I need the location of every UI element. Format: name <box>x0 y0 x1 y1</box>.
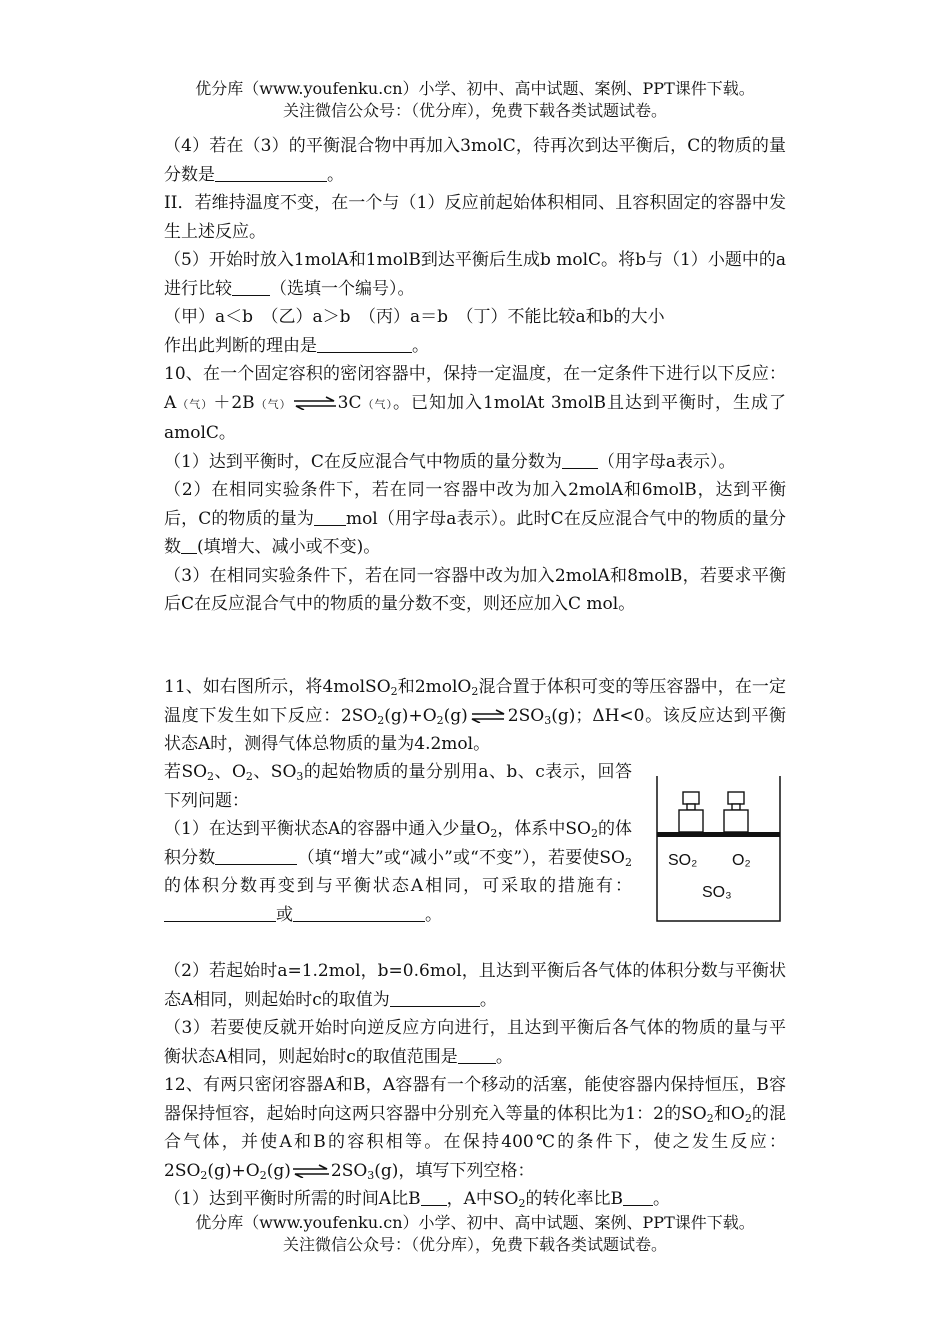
header-line-2: 关注微信公众号：（优分库），免费下载各类试题试卷。 <box>282 101 667 120</box>
answer-blank[interactable] <box>367 903 425 922</box>
question-10 <box>164 360 786 619</box>
question-11-parts <box>164 758 632 929</box>
gas-label: （气） <box>254 397 292 411</box>
q12-text: 的转化率比B <box>525 1189 623 1209</box>
q10-p3: （3）在相同实验条件下，若在同一容器中改为加入2molA和8molB，若要求平衡后C在反应混合气中的物质的量分数不变，则还应加入C mol。 <box>164 565 786 614</box>
footer-line-2: 关注微信公众号：（优分库），免费下载各类试题试卷。 <box>282 1235 667 1254</box>
q12-text: 。 <box>652 1189 670 1209</box>
q10-p2-b: mol（用字母a表示）。此时C在反应混合气中的物质的量分数 <box>164 508 786 557</box>
label-o2: O₂ <box>732 852 751 869</box>
subscript: 3 <box>544 713 552 727</box>
q11-text: 。 <box>495 1046 513 1067</box>
equilibrium-arrow-icon <box>291 1164 331 1178</box>
container-diagram <box>656 776 781 922</box>
footer-line-1: 优分库（www.youfenku.cn）小学、初中、高中试题、案例、PPT课件下载。 <box>195 1213 755 1232</box>
answer-blank[interactable] <box>215 163 327 182</box>
q12-text: (g) <box>266 1160 291 1181</box>
q12-text: ，A中SO <box>446 1189 519 1209</box>
q11-text: （1）在达到平衡状态A的容器中通入少量O <box>164 819 491 839</box>
q11-text: 和2molO <box>397 677 472 697</box>
subscript: 2 <box>471 685 479 698</box>
q10-p2-c: (填增大、减小或不变)。 <box>197 537 381 557</box>
answer-blank[interactable] <box>390 988 480 1007</box>
page-header <box>0 78 950 122</box>
equilibrium-arrow-icon <box>292 396 338 410</box>
gas-label: （气） <box>176 397 214 411</box>
q11-text: 2SO <box>507 705 545 726</box>
subscript: 2 <box>436 713 444 727</box>
equilibrium-arrow-icon <box>468 709 508 723</box>
q5-reason: 作出此判断的理由是 <box>164 335 317 356</box>
answer-blank[interactable] <box>458 1045 496 1064</box>
q11-text: 的体积分数再变到与平衡状态A相同，可采取的措施有： <box>164 876 632 896</box>
subscript: 3 <box>367 1168 375 1182</box>
q11-text: (g)；ΔH<0。该反应达到平衡状态A时，测得气体总物质的量为4.2mol。 <box>164 705 787 754</box>
q11-text: ，体系中SO <box>497 819 591 839</box>
q12-text: 的混合气体，并使A和B的容积相等。在保持400℃的条件下，使之发生反应：2SO <box>164 1103 787 1181</box>
q11-text: （填“增大”或“减小”或“不变”），若要使SO <box>297 847 625 868</box>
subscript: 2 <box>207 770 215 783</box>
q11-text: 、O <box>214 762 246 782</box>
answer-blank[interactable] <box>562 450 598 469</box>
label-so3: SO₃ <box>702 884 732 901</box>
q10-p2-a: （2）在相同实验条件下，若在同一容器中改为加入2molA和6molB，达到平衡后，C的物质的量为 <box>164 480 786 529</box>
q5-text: （5）开始时放入1molA和1molB到达平衡后生成b molC。将b与（1）小题中的a进行比较 <box>164 250 786 299</box>
subscript: 2 <box>490 827 498 840</box>
answer-blank[interactable] <box>317 334 412 353</box>
weight-right <box>724 792 748 832</box>
q5-after: （选填一个编号）。 <box>270 278 415 299</box>
subscript: 2 <box>245 770 253 783</box>
q10-intro-a: 10、在一个固定容积的密闭容器中，保持一定温度，在一定条件下进行以下反应：A <box>164 364 786 413</box>
q11-text: 的起始物质的量分别用a、b、c表示，回答下列问题： <box>164 762 632 811</box>
q5-reason-end: 。 <box>412 335 429 356</box>
answer-blank[interactable] <box>623 1187 653 1206</box>
q11-text: 的体积分数 <box>164 819 632 868</box>
part-ii <box>164 189 786 246</box>
q11-text: (g) <box>443 705 468 726</box>
q12-text: 和O <box>713 1103 745 1124</box>
subscript: 3 <box>296 770 304 783</box>
q12-text: （1）达到平衡时所需的时间A比B <box>164 1189 421 1209</box>
subscript: 2 <box>625 855 632 869</box>
question-12 <box>164 1071 786 1214</box>
subscript: 2 <box>377 713 385 727</box>
answer-blank[interactable] <box>314 507 346 526</box>
answer-blank[interactable] <box>215 846 297 865</box>
question-4 <box>164 132 786 189</box>
q11-text: 若SO <box>164 762 208 782</box>
q12-text: (g)+O <box>207 1160 260 1181</box>
q4-end: 。 <box>327 164 344 185</box>
answer-blank[interactable] <box>164 903 276 922</box>
q10-p1-a: （1）达到平衡时，C在反应混合气中物质的量分数为 <box>164 451 562 472</box>
answer-blank[interactable] <box>232 277 270 296</box>
answer-blank[interactable] <box>421 1187 447 1206</box>
piston <box>657 832 780 837</box>
q11-text: 。 <box>479 989 497 1010</box>
q10-p1-b: （用字母a表示）。 <box>597 451 736 472</box>
answer-blank[interactable] <box>293 903 367 922</box>
q11-text: (g)+O <box>384 705 437 726</box>
q12-text: 2SO <box>330 1160 368 1181</box>
q12-text: (g)，填写下列空格： <box>374 1160 535 1181</box>
q11-text: （2）若起始时a=1.2mol，b=0.6mol，且达到平衡后各气体的体积分数与平衡状态A相同，则起始时c的取值为 <box>164 961 786 1010</box>
subscript: 2 <box>590 827 598 840</box>
q4-text: （4）若在（3）的平衡混合物中再加入3molC，待再次到达平衡后，C的物质的量分数是 <box>164 136 786 185</box>
q11-text: 。 <box>425 904 442 925</box>
q10-product: 3C <box>337 392 362 413</box>
q11-text: 或 <box>276 904 293 925</box>
subscript: 2 <box>518 1197 526 1210</box>
q11-text: （3）若要使反就开始时向逆反应方向进行，且达到平衡后各气体的物质的量与平衡状态A相同，则起始时c的取值范围是 <box>164 1018 786 1067</box>
q11-text: 混合置于体积可变的等压容器中，在一定温度下发生如下反应：2SO <box>164 677 787 726</box>
subscript: 2 <box>259 1168 267 1182</box>
q11-text: 、SO <box>252 762 297 782</box>
weight-left <box>679 792 703 832</box>
question-11-more <box>164 957 786 1071</box>
header-line-1: 优分库（www.youfenku.cn）小学、初中、高中试题、案例、PPT课件下载。 <box>195 79 755 98</box>
gas-label: （气） <box>361 397 394 411</box>
page-footer <box>0 1212 950 1256</box>
q10-intro-b: 。已知加入1molAt 3molB且达到平衡时，生成了amolC。 <box>164 392 787 443</box>
subscript: 2 <box>744 1111 752 1125</box>
question-11-intro <box>164 673 786 759</box>
q10-plus: ＋2B <box>213 392 255 413</box>
subscript: 2 <box>390 685 398 698</box>
q12-text: 12、有两只密闭容器A和B，A容器有一个移动的活塞，能使容器内保持恒压，B容器保持恒容，起始时向这两只容器中分别充入等量的体积比为1：2的SO <box>164 1075 786 1124</box>
answer-blank[interactable] <box>181 535 197 554</box>
subscript: 2 <box>706 1111 714 1125</box>
subscript: 2 <box>200 1168 208 1182</box>
part-ii-text: II．若维持温度不变，在一个与（1）反应前起始体积相同、且容积固定的容器中发生上述反应。 <box>164 193 786 242</box>
question-5 <box>164 246 786 360</box>
label-so2: SO₂ <box>668 852 698 869</box>
q5-options: （甲）a＜b （乙）a＞b （丙）a＝b （丁）不能比较a和b的大小 <box>164 307 665 327</box>
q11-text: 11、如右图所示，将4molSO <box>164 677 391 697</box>
